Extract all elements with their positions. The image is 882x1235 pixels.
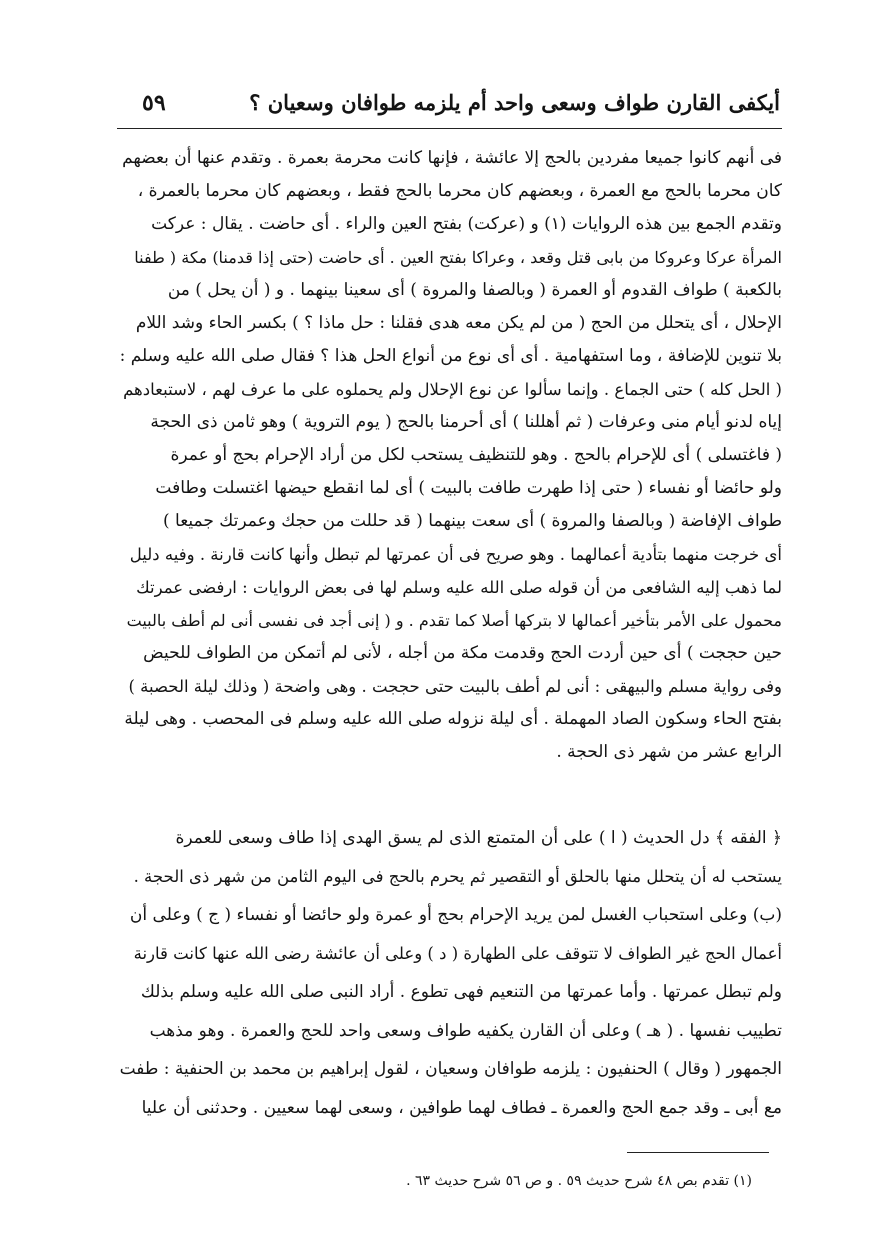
- footnote: (١) تقدم بص ٤٨ شرح حديث ٥٩ . و ص ٥٦ شرح حديث ٦٣ .: [406, 1173, 752, 1189]
- chapter-heading: أيكفى القارن طواف وسعى واحد أم يلزمه طوافان وسعيان ؟: [249, 90, 780, 115]
- page-number: ٥٩: [142, 90, 166, 116]
- commentary-line: تطييب نفسها . ( هـ ) وعلى أن القارن يكفيه طواف وسعى واحد للحج والعمرة . وهو مذهب: [149, 1020, 782, 1041]
- text-line: بالكعبة ) طواف القدوم أو العمرة ( وبالصفا والمروة ) أى سعينا بينهما . و ( أن يحل ) من: [167, 280, 782, 300]
- text-line: كان محرما بالحج مع العمرة ، وبعضهم كان محرما بالحج فقط ، وبعضهم كان محرما بالعمرة ،: [137, 181, 782, 201]
- running-header: [120, 86, 780, 120]
- fiqh-commentary: [119, 819, 782, 1127]
- text-line: إياه لدنو أيام منى وعرفات ( ثم أهللنا ) أى أحرمنا بالحج ( يوم التروية ) وهو ثامن ذى الحجة: [150, 412, 782, 432]
- text-line: أى خرجت منهما بتأدية أعمالهما . وهو صريح فى أن عمرتها لم تبطل وأنها كانت قارنة . وفيه دليل: [129, 545, 782, 564]
- text-line: بفتح الحاء وسكون الصاد المهملة . أى ليلة نزوله صلى الله عليه وسلم فى المحصب . وهى ليلة: [124, 709, 782, 729]
- commentary-line: الجمهور ( وقال ) الحنفيون : يلزمه طوافان وسعيان ، لقول إبراهيم بن محمد بن الحنفية : طفت: [119, 1059, 782, 1079]
- text-line: لما ذهب إليه الشافعى من أن قوله صلى الله عليه وسلم لها فى بعض الروايات : ارفضى عمرتك: [136, 578, 782, 597]
- commentary-line: يستحب له أن يتحلل منها بالحلق أو التقصير ثم يحرم بالحج فى اليوم الثامن من شهر ذى الحجة .: [133, 866, 782, 886]
- header-divider: [117, 128, 782, 129]
- commentary-line: أعمال الحج غير الطواف لا تتوقف على الطهارة ( د ) وعلى أن عائشة رضى الله عنها كانت قارنة: [133, 943, 782, 963]
- explanation-text: [119, 142, 782, 769]
- text-line: المرأة عركا وعروكا من بابى قتل وقعد ، وعراكا بفتح العين . أى حاضت (حتى إذا قدمنا) مكة ( طفنا: [134, 248, 782, 267]
- text-line: طواف الإفاضة ( وبالصفا والمروة ) أى سعت بينهما ( قد حللت من حجك وعمرتك جميعا ): [162, 511, 782, 531]
- text-line: ولو حائضا أو نفساء ( حتى إذا طهرت طافت بالبيت ) أى لما انقطع حيضها اغتسلت وطافت: [155, 478, 782, 498]
- footnote-divider: [627, 1152, 769, 1153]
- commentary-line: ﴿ الفقه ﴾ دل الحديث ( ا ) على أن المتمتع الذى لم يسق الهدى إذا طاف وسعى للعمرة: [175, 828, 782, 848]
- commentary-line: ولم تبطل عمرتها . وأما عمرتها من التنعيم فهى تطوع . أراد النبى صلى الله عليه وسلم بذلك: [140, 982, 782, 1002]
- text-line: ( فاغتسلى ) أى للإحرام بالحج . وهو للتنظيف يستحب لكل من أراد الإحرام بحج أو عمرة: [170, 445, 782, 465]
- text-line: محمول على الأمر بتأخير أعمالها لا بتركها أصلا كما تقدم . و ( إنى أجد فى نفسى أنى لم أطف بالبيت: [126, 611, 782, 630]
- text-line: حين حججت ) أى حين أردت الحج وقدمت مكة من أجله ، لأنى لم أتمكن من الطواف للحيض: [143, 643, 782, 663]
- text-line: وتقدم الجمع بين هذه الروايات (١) و (عركت) بفتح العين والراء . أى حاضت . يقال : عركت: [151, 214, 782, 234]
- commentary-line: مع أبى ـ وقد جمع الحج والعمرة ـ فطاف لهما طوافين ، وسعى لهما سعيين . وحدثنى أن عليا: [141, 1097, 782, 1118]
- commentary-line: (ب) وعلى استحباب الغسل لمن يريد الإحرام بحج أو عمرة ولو حائضا أو نفساء ( ج ) وعلى أن: [129, 905, 782, 925]
- text-line: وفى رواية مسلم والبيهقى : أنى لم أطف بالبيت حتى حججت . وهى واضحة ( وذلك ليلة الحصبة ): [128, 677, 782, 696]
- text-line: ( الحل كله ) حتى الجماع . وإنما سألوا عن نوع الإحلال ولم يحملوه على ما عرف لهم ، لاستبعادهم: [123, 380, 782, 399]
- text-line: فى أنهم كانوا جميعا مفردين بالحج إلا عائشة ، فإنها كانت محرمة بعمرة . وتقدم عنها أن بعضهم: [122, 148, 782, 168]
- text-line: بلا تنوين للإضافة ، وما استفهامية . أى أى نوع من أنواع الحل هذا ؟ فقال صلى الله عليه وسلم :: [119, 346, 782, 366]
- text-line: الرابع عشر من شهر ذى الحجة .: [556, 742, 782, 762]
- text-line: الإحلال ، أى يتحلل من الحج ( من لم يكن معه هدى فقلنا : حل ماذا ؟ ) بكسر الحاء وشد اللام: [135, 313, 782, 333]
